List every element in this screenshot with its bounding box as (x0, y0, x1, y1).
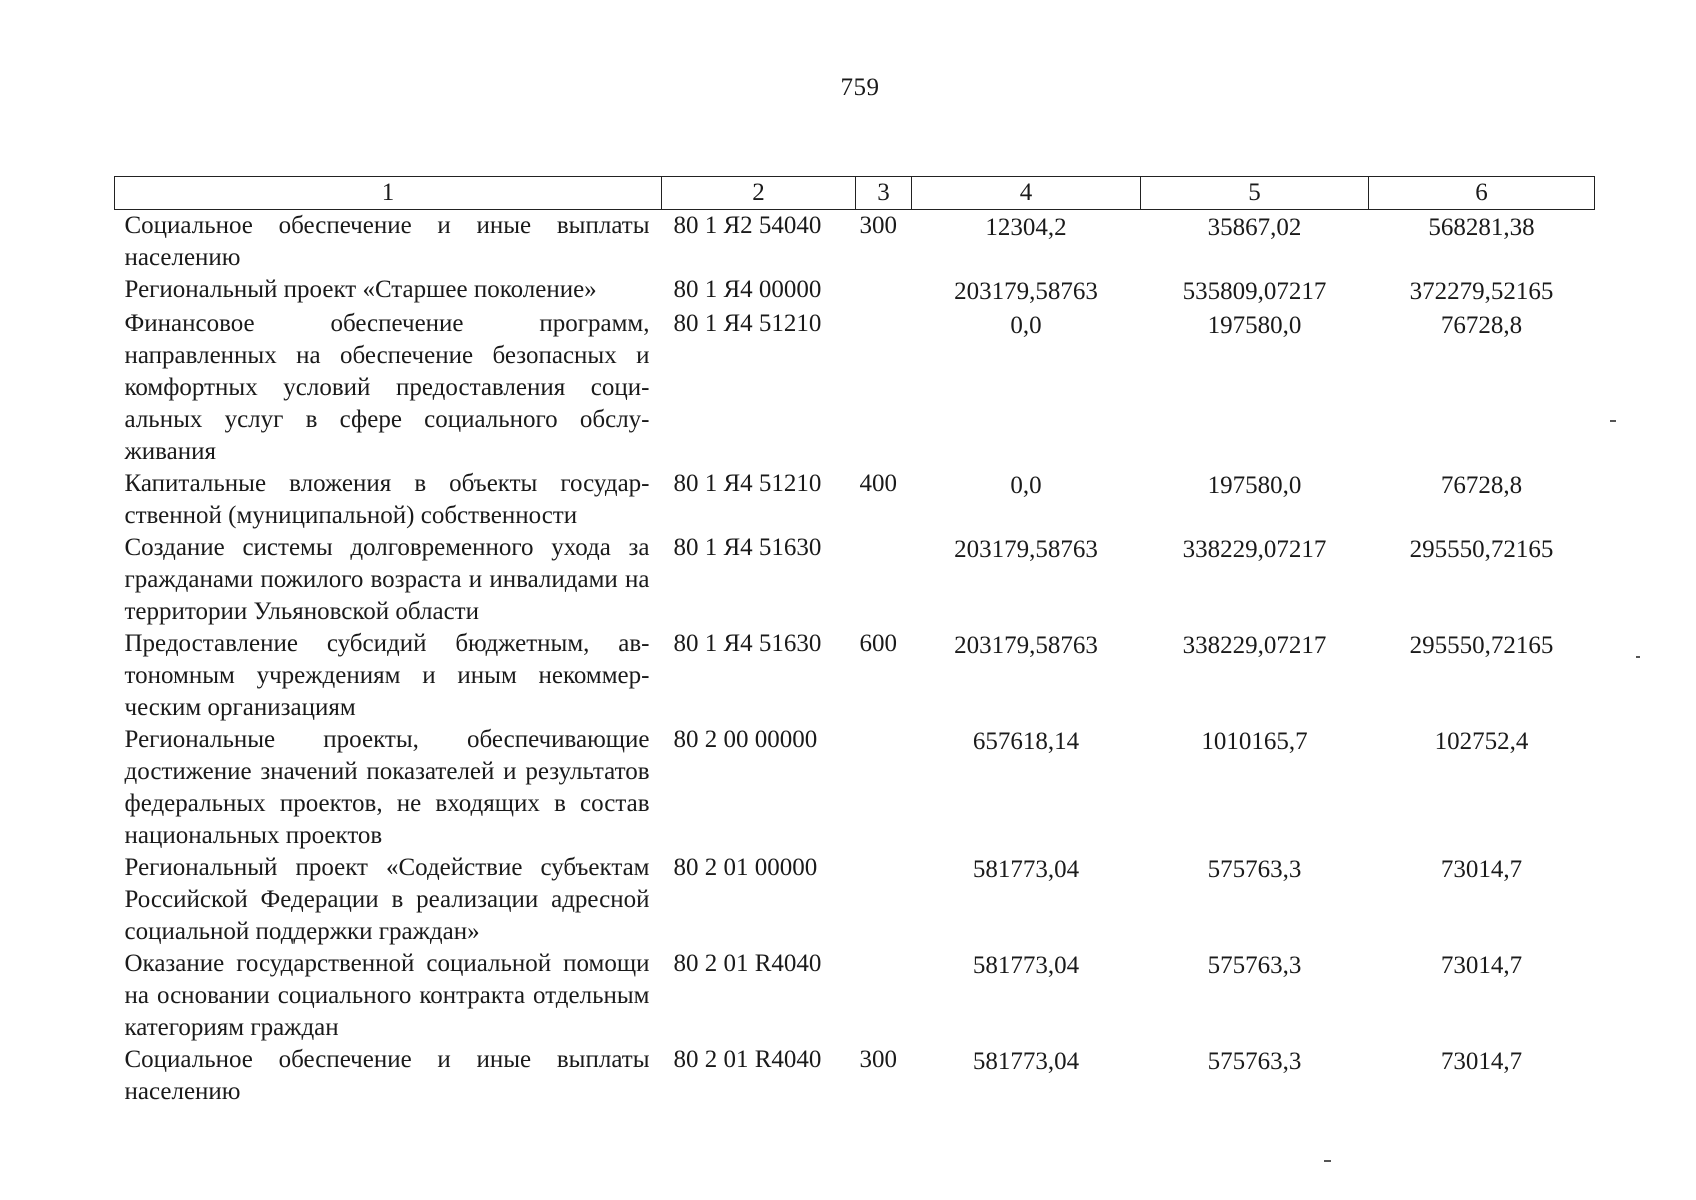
scan-speck (1636, 656, 1640, 658)
table-row (115, 628, 1595, 724)
row-expense-type: 300 (859, 1046, 897, 1073)
row-expense-type (856, 532, 912, 628)
row-value-col5: 338229,07217 (1182, 536, 1327, 563)
table-row (115, 274, 1595, 308)
table-row (115, 852, 1595, 948)
table-row (115, 724, 1595, 852)
row-value-col6: 76728,8 (1440, 312, 1523, 339)
row-value-col4: 0,0 (1010, 472, 1042, 499)
row-value-col6: 73014,7 (1440, 1048, 1523, 1075)
row-value-col4: 581773,04 (972, 856, 1080, 883)
row-value-col4: 203179,58763 (954, 632, 1098, 659)
table-header (115, 177, 1595, 210)
row-expense-type: 400 (859, 470, 897, 497)
row-value-col4: 0,0 (1010, 312, 1042, 339)
row-code: 80 2 00 00000 (673, 726, 818, 753)
row-value-col6: 102752,4 (1434, 728, 1529, 755)
table-row (115, 210, 1595, 275)
table-row (115, 308, 1595, 468)
row-value-col6: 73014,7 (1440, 856, 1523, 883)
budget-table (114, 176, 1595, 1108)
row-name: Создание системы долговременного ухода за гражданами пожилого возраста и инвалидами на территории Ульяновской области (124, 534, 650, 625)
row-value-col6: 76728,8 (1440, 472, 1523, 499)
row-value-col6: 295550,72165 (1409, 632, 1554, 659)
scan-speck (1610, 420, 1616, 422)
row-code: 80 1 Я4 51630 (673, 534, 822, 561)
table-row (115, 468, 1595, 532)
table-row (115, 1044, 1595, 1108)
row-code: 80 1 Я4 51210 (673, 310, 822, 337)
page-number: 759 (840, 74, 880, 101)
row-value-col5: 35867,02 (1207, 214, 1302, 241)
header-col-3: 3 (856, 177, 912, 210)
row-value-col5: 197580,0 (1207, 312, 1302, 339)
header-row (115, 177, 1595, 210)
table-row (115, 532, 1595, 628)
row-value-col4: 657618,14 (972, 728, 1080, 755)
row-name: Социальное обеспечение и иные выплаты населению (124, 1046, 650, 1105)
row-code: 80 1 Я4 51630 (673, 630, 822, 657)
row-value-col6: 372279,52165 (1409, 278, 1554, 305)
row-code: 80 2 01 R4040 (673, 950, 822, 977)
header-col-6: 6 (1369, 177, 1595, 210)
row-value-col4: 12304,2 (985, 214, 1067, 241)
table-body (115, 210, 1595, 1109)
row-value-col4: 581773,04 (972, 1048, 1080, 1075)
row-value-col6: 295550,72165 (1409, 536, 1554, 563)
row-name: Капитальные вложения в объекты государственной (муниципальной) собственности (124, 470, 650, 529)
row-expense-type (856, 274, 912, 308)
header-col-4: 4 (912, 177, 1141, 210)
row-name: Социальное обеспечение и иные выплаты населению (124, 212, 650, 271)
row-name: Региональные проекты, обеспечивающие достижение значений показателей и результатов федеральных проектов, не входящих в состав национальных проектов (124, 726, 650, 849)
row-name: Региональный проект «Содействие субъектам Российской Федерации в реализации адресной социальной поддержки граждан» (124, 854, 650, 945)
row-value-col5: 197580,0 (1207, 472, 1302, 499)
row-code: 80 1 Я4 00000 (673, 276, 822, 303)
row-value-col5: 535809,07217 (1182, 278, 1327, 305)
header-col-5: 5 (1141, 177, 1369, 210)
row-expense-type (856, 852, 912, 948)
row-name: Оказание государственной социальной помощи на основании социального контракта отдельным категориям граждан (124, 950, 650, 1041)
row-name: Финансовое обеспечение программ, направленных на обеспечение безопасных и комфортных условий предоставления социальных услуг в сфере социального обслуживания (124, 310, 650, 465)
row-value-col5: 1010165,7 (1201, 728, 1308, 755)
row-code: 80 2 01 R4040 (673, 1046, 822, 1073)
row-value-col4: 203179,58763 (954, 278, 1098, 305)
header-col-2: 2 (662, 177, 856, 210)
row-code: 80 1 Я2 54040 (673, 212, 822, 239)
row-expense-type: 600 (859, 630, 897, 657)
row-expense-type (856, 948, 912, 1044)
row-name: Региональный проект «Старшее поколение» (124, 276, 597, 303)
scan-speck (1324, 1160, 1331, 1162)
row-expense-type: 300 (859, 212, 897, 239)
row-value-col6: 73014,7 (1440, 952, 1523, 979)
table-row (115, 948, 1595, 1044)
row-value-col5: 575763,3 (1207, 952, 1302, 979)
row-code: 80 1 Я4 51210 (673, 470, 822, 497)
row-name: Предоставление субсидий бюджетным, автономным учреждениям и иным некоммерческим организациям (124, 630, 650, 721)
row-code: 80 2 01 00000 (673, 854, 818, 881)
row-expense-type (856, 308, 912, 468)
header-col-1: 1 (115, 177, 662, 210)
row-value-col5: 575763,3 (1207, 856, 1302, 883)
row-value-col6: 568281,38 (1428, 214, 1535, 241)
row-expense-type (856, 724, 912, 852)
row-value-col5: 575763,3 (1207, 1048, 1302, 1075)
row-value-col4: 581773,04 (972, 952, 1080, 979)
row-value-col4: 203179,58763 (954, 536, 1098, 563)
row-value-col5: 338229,07217 (1182, 632, 1327, 659)
